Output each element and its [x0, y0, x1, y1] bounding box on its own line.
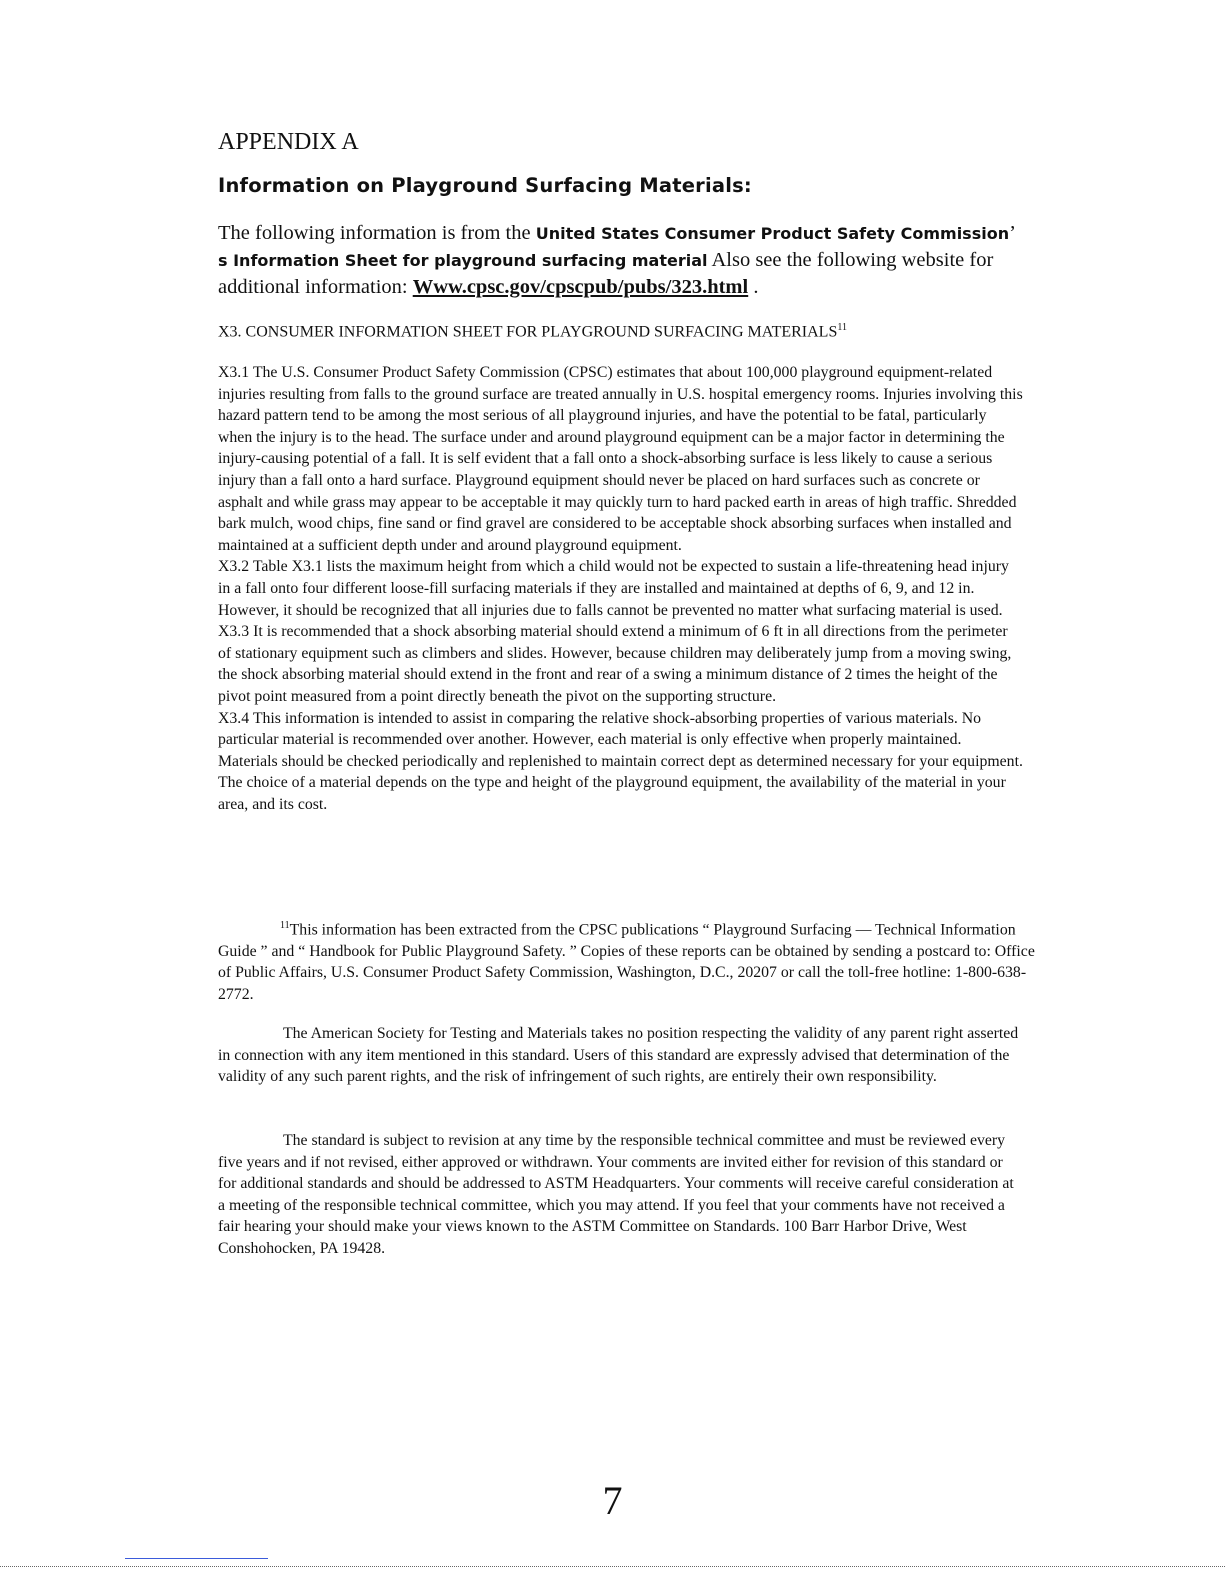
- paragraph-x3-2: X3.2 Table X3.1 lists the maximum height from which a child would not be expected to sustain a life-threatening head injury in a fall onto four different loose-fill surfacing materials if they are installed and maintained at depths of 6, 9, and 12 in. However, it should be recognized that all injuries due to falls cannot be prevented no matter what surfacing material is used.: [218, 558, 1009, 619]
- paragraph-x3-4: X3.4 This information is intended to assist in comparing the relative shock-absorbing properties of various materials. No particular material is recommended over another. However, each material is only effective when properly maintained. Materials should be checked periodically and replenished to maintain correct dept as determined necessary for your equipment. The choice of a material depends on the type and height of the playground equipment, the availability of the material in your area, and its cost.: [218, 709, 1023, 813]
- page-bottom-rule: [0, 1566, 1225, 1567]
- source-title-part-1: United States Consumer Product Safety Commission: [535, 224, 1010, 243]
- page-number: 7: [602, 1478, 623, 1523]
- intro-middle-text: Also see the following website for additional information:: [218, 249, 994, 298]
- intro-lead-text: The following information is from the: [218, 222, 536, 244]
- paragraph-x3-3: X3.3 It is recommended that a shock absorbing material should extend a minimum of 6 ft in all directions from the perimeter of stationary equipment such as climbers and slides. However, because children may deliberately jump from a moving swing, the shock absorbing material should extend in the front and rear of a swing a minimum distance of 2 times the height of the pivot point measured from a point directly beneath the pivot on the supporting structure.: [218, 623, 1012, 705]
- footnote-reference: 11: [837, 322, 847, 333]
- source-title-part-2: s Information Sheet for playground surfacing material: [218, 251, 708, 270]
- footnote-marker: 11: [280, 920, 290, 931]
- intro-tail-text: .: [748, 276, 759, 298]
- section-subheading: Information on Playground Surfacing Materials:: [218, 174, 752, 197]
- x3-section-title-text: X3. CONSUMER INFORMATION SHEET FOR PLAYGROUND SURFACING MATERIALS: [218, 323, 838, 341]
- intro-paragraph: [218, 220, 1018, 300]
- footnote-text: This information has been extracted from the CPSC publications “ Playground Surfacing — Technical Information Guide ” and “ Handbook for Public Playground Safety. ” Copies of these reports can be obtained by sending a postcard to: Office of Public Affairs, U.S. Consumer Product Safety Commission, Washington, D.C., 20207 or call the toll-free hotline: 1-800-638-2772.: [218, 921, 1035, 1004]
- revision-notice: The standard is subject to revision at any time by the responsible technical committee and must be reviewed every five years and if not revised, either approved or withdrawn. Your comments are invited either for revision of this standard or for additional standards and should be addressed to ASTM Headquarters. Your comments will receive careful consideration at a meeting of the responsible technical committee, which you may attend. If you feel that your comments have not received a fair hearing your should make your views known to the ASTM Committee on Standards. 100 Barr Harbor Drive, West Conshohocken, PA 19428.: [218, 1132, 1014, 1257]
- x3-body: [218, 362, 1023, 815]
- footnote-paragraph: [218, 915, 1048, 1006]
- footer-link-rule: [125, 1558, 268, 1559]
- astm-patent-notice: The American Society for Testing and Materials takes no position respecting the validity of any parent right asserted in connection with any item mentioned in this standard. Users of this standard are expressly advised that determination of the validity of any such parent rights, and the risk of infringement of such rights, are entirely their own responsibility.: [218, 1025, 1019, 1086]
- source-title-apostrophe: ’: [1009, 222, 1015, 244]
- paragraph-x3-1: X3.1 The U.S. Consumer Product Safety Commission (CPSC) estimates that about 100,000 playground equipment-related injuries resulting from falls to the ground surface are treated annually in U.S. hospital emergency rooms. Injuries involving this hazard pattern tend to be among the most serious of all playground injuries, and have the potential to be fatal, particularly when the injury is to the head. The surface under and around playground equipment can be a major factor in determining the injury-causing potential of a fall. It is self evident that a fall onto a shock-absorbing surface is less likely to cause a serious injury than a fall onto a hard surface. Playground equipment should never be placed on hard surfaces such as concrete or asphalt and while grass may appear to be acceptable it may quickly turn to hard packed earth in areas of high traffic. Shredded bark mulch, wood chips, fine sand or find gravel are considered to be acceptable shock absorbing surfaces when installed and maintained at a sufficient depth under and around playground equipment.: [218, 364, 1023, 554]
- appendix-title: APPENDIX A: [218, 129, 359, 155]
- cpsc-website-link[interactable]: Www.cpsc.gov/cpscpub/pubs/323.html: [412, 276, 749, 298]
- x3-section-title: [218, 318, 847, 342]
